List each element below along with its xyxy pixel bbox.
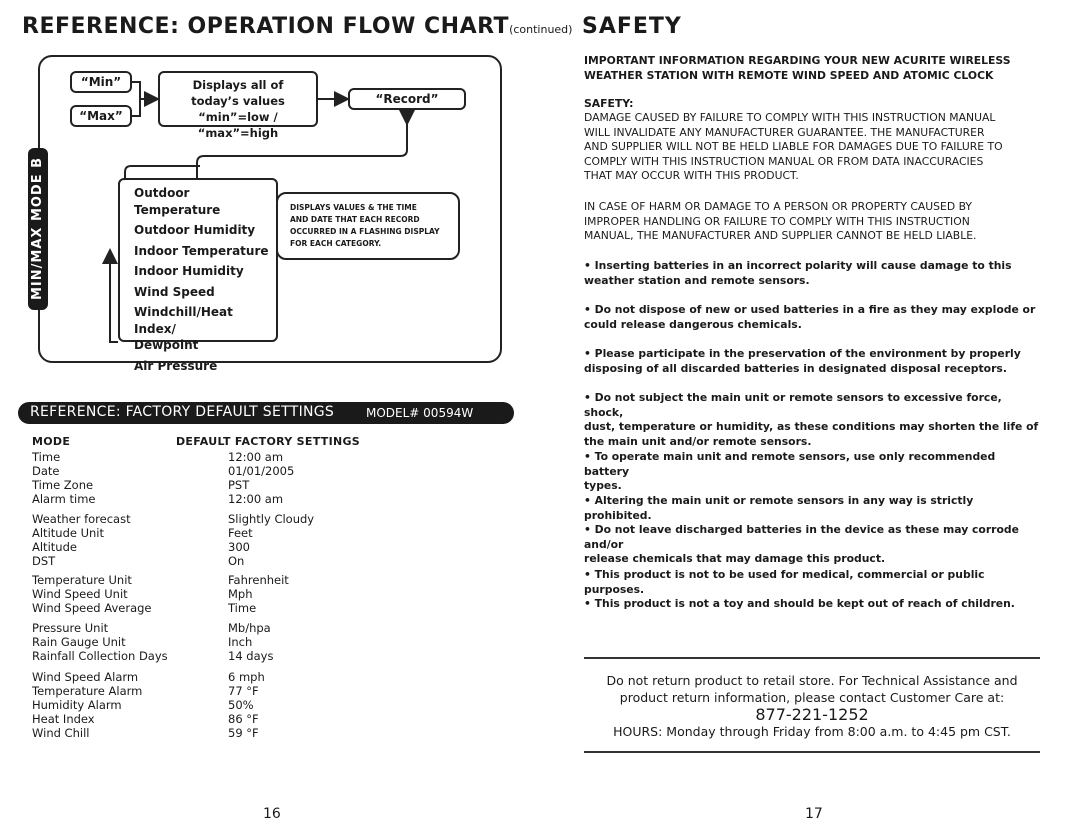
para-line: COMPLY WITH THIS INSTRUCTION MANUAL OR FROM DATA INACCURACIES: [584, 154, 984, 168]
bullet-line: • To operate main unit and remote sensors, use only recommended battery: [584, 450, 996, 478]
category-item: Outdoor Temperature: [134, 186, 221, 217]
contact-top-rule: [584, 657, 1040, 659]
para-line: AND SUPPLIER WILL NOT BE HELD LIABLE FOR DAMAGES DUE TO FAILURE TO: [584, 140, 1003, 153]
bullet-line: • Altering the main unit or remote sensors in any way is strictly prohibited.: [584, 494, 974, 522]
setting-default: On: [228, 554, 245, 568]
setting-mode: Rainfall Collection Days: [32, 649, 168, 663]
bullet-line: • This product is not a toy and should be kept out of reach of children.: [584, 597, 1015, 610]
safety-paragraph-1: [584, 111, 1040, 184]
setting-mode: Date: [32, 464, 60, 478]
contact-bottom-rule: [584, 751, 1040, 753]
setting-default: 14 days: [228, 649, 274, 663]
bullet-line: dust, temperature or humidity, as these conditions may shorten the life of: [584, 420, 1039, 433]
category-item: Air Pressure: [134, 358, 218, 373]
category-item: Indoor Humidity: [134, 264, 244, 278]
bullet-line: weather station and remote sensors.: [584, 273, 810, 287]
setting-default: 01/01/2005: [228, 464, 295, 478]
model-number: MODEL# 00594W: [366, 406, 474, 420]
setting-mode: Rain Gauge Unit: [32, 635, 126, 649]
defaults-header-bar: [18, 402, 514, 424]
setting-mode: Time: [32, 450, 61, 464]
page-number-right: 17: [805, 806, 823, 822]
category-item: Outdoor Humidity: [134, 223, 256, 237]
setting-default: Slightly Cloudy: [228, 512, 315, 526]
bullet-line: • Inserting batteries in an incorrect polarity will cause damage to this: [584, 259, 1012, 272]
para-line: MANUAL, THE MANUFACTURER AND SUPPLIER CANNOT BE HELD LIABLE.: [584, 229, 977, 242]
setting-default: 59 °F: [228, 726, 259, 740]
bullet-line: disposing of all discarded batteries in designated disposal receptors.: [584, 361, 1007, 375]
setting-default: 300: [228, 540, 250, 554]
bullet-line: release chemicals that may damage this product.: [584, 552, 886, 565]
safety-bullet: [584, 494, 1040, 523]
setting-default: Mb/hpa: [228, 621, 271, 635]
bullet-line: • Do not subject the main unit or remote sensors to excessive force, shock,: [584, 391, 1002, 419]
setting-default: Time: [228, 601, 257, 615]
setting-mode: Wind Chill: [32, 726, 90, 740]
safety-bullet: [584, 523, 1040, 567]
important-line: WEATHER STATION WITH REMOTE WIND SPEED AND ATOMIC CLOCK: [584, 68, 994, 82]
flow-chart-title-suffix: (continued): [509, 23, 573, 36]
setting-default: Inch: [228, 635, 253, 649]
note-line: FOR EACH CATEGORY.: [290, 239, 382, 248]
setting-mode: Pressure Unit: [32, 621, 109, 635]
category-item: Indoor Temperature: [134, 243, 269, 258]
safety-bullet: [584, 568, 1040, 597]
setting-mode: Altitude: [32, 540, 77, 554]
display-line: “min”=low / “max”=high: [197, 110, 279, 140]
para-line: IN CASE OF HARM OR DAMAGE TO A PERSON OR PROPERTY CAUSED BY: [584, 200, 973, 213]
max-button-label: “Max”: [70, 105, 132, 127]
para-line: IMPROPER HANDLING OR FAILURE TO COMPLY WITH THIS INSTRUCTION: [584, 214, 970, 228]
category-item: Dewpoint: [134, 338, 199, 352]
setting-default: 6 mph: [228, 670, 265, 684]
setting-mode: Heat Index: [32, 712, 95, 726]
mode-side-tab-label: MIN/MAX MODE B: [30, 156, 45, 300]
note-line: OCCURRED IN A FLASHING DISPLAY: [290, 227, 440, 236]
setting-mode: Temperature Unit: [32, 573, 132, 587]
bullet-line: • Do not dispose of new or used batteries in a fire as they may explode or: [584, 303, 1036, 316]
bullet-line: • Do not leave discharged batteries in the device as these may corrode and/or: [584, 523, 1019, 551]
note-line: DISPLAYS VALUES & THE TIME: [290, 203, 417, 212]
setting-default: 12:00 am: [228, 450, 284, 464]
safety-bullet: [584, 597, 1040, 612]
safety-paragraph-2: [584, 200, 1040, 244]
para-line: THAT MAY OCCUR WITH THIS PRODUCT.: [584, 169, 799, 182]
important-info: [584, 54, 1040, 83]
column-header-default: DEFAULT FACTORY SETTINGS: [176, 435, 361, 448]
setting-default: PST: [228, 478, 250, 492]
safety-title: SAFETY: [582, 14, 682, 39]
setting-default: Feet: [228, 526, 253, 540]
record-note-box: [276, 192, 460, 260]
bullet-line: types.: [584, 479, 622, 492]
setting-mode: Alarm time: [32, 492, 96, 506]
safety-bullet: [584, 450, 1040, 494]
setting-mode: Weather forecast: [32, 512, 131, 526]
contact-block: [584, 672, 1040, 740]
flow-chart-title-text: REFERENCE: OPERATION FLOW CHART: [22, 14, 510, 39]
setting-mode: Wind Speed Unit: [32, 587, 128, 601]
safety-bullet: [584, 347, 1040, 376]
setting-default: 86 °F: [228, 712, 259, 726]
setting-default: Fahrenheit: [228, 573, 289, 587]
setting-default: Mph: [228, 587, 253, 601]
contact-hours: HOURS: Monday through Friday from 8:00 a.m. to 4:45 pm CST.: [613, 724, 1011, 739]
display-line: today’s values: [191, 94, 285, 108]
bullet-line: could release dangerous chemicals.: [584, 317, 802, 331]
important-line: IMPORTANT INFORMATION REGARDING YOUR NEW ACURITE WIRELESS: [584, 54, 1011, 67]
page-number-left: 16: [263, 806, 281, 822]
setting-default: 12:00 am: [228, 492, 284, 506]
setting-mode: DST: [32, 554, 56, 568]
contact-line-1: Do not return product to retail store. For Technical Assistance and: [606, 673, 1018, 688]
defaults-title: REFERENCE: FACTORY DEFAULT SETTINGS: [30, 404, 335, 420]
para-line: DAMAGE CAUSED BY FAILURE TO COMPLY WITH THIS INSTRUCTION MANUAL: [584, 111, 996, 124]
column-header-mode: MODE: [32, 435, 71, 448]
setting-mode: Wind Speed Average: [32, 601, 152, 615]
setting-default: 50%: [228, 698, 254, 712]
category-item: Wind Speed: [134, 284, 215, 299]
setting-mode: Time Zone: [32, 478, 94, 492]
contact-line-2: product return information, please contact Customer Care at:: [619, 690, 1005, 705]
customer-care-phone: 877-221-1252: [755, 705, 869, 724]
setting-mode: Altitude Unit: [32, 526, 105, 540]
display-values-box: [158, 71, 318, 140]
setting-default: 77 °F: [228, 684, 259, 698]
safety-bullet: [584, 391, 1040, 449]
bullet-line: • Please participate in the preservation of the environment by properly: [584, 347, 1021, 360]
setting-mode: Temperature Alarm: [32, 684, 143, 698]
bullet-line: • This product is not to be used for medical, commercial or public purposes.: [584, 568, 985, 596]
safety-heading: SAFETY:: [584, 97, 634, 110]
category-list-box: [118, 178, 278, 373]
min-button-label: “Min”: [70, 71, 132, 93]
display-line: Displays all of: [192, 78, 284, 92]
setting-mode: Humidity Alarm: [32, 698, 122, 712]
note-line: AND DATE THAT EACH RECORD: [290, 215, 420, 224]
para-line: WILL INVALIDATE ANY MANUFACTURER GUARANTEE. THE MANUFACTURER: [584, 125, 985, 139]
setting-mode: Wind Speed Alarm: [32, 670, 139, 684]
safety-bullet: [584, 259, 1040, 288]
safety-bullet: [584, 303, 1040, 332]
category-item: Windchill/Heat Index/: [134, 305, 233, 336]
bullet-line: the main unit and/or remote sensors.: [584, 434, 812, 448]
record-button-label: “Record”: [348, 88, 466, 110]
